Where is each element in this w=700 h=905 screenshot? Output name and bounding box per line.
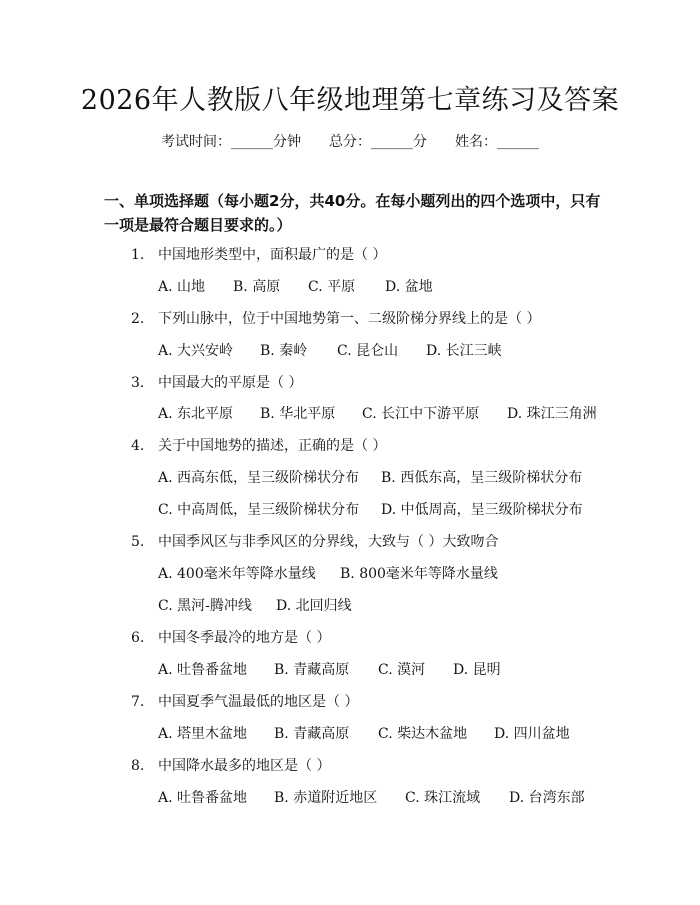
option-row [158,723,570,743]
question-number: 8. [131,758,145,774]
option-row [158,595,352,615]
exam-meta [0,131,700,151]
question-number: 6. [131,630,145,646]
option: A. 塔里木盆地 [158,726,248,742]
option: D. 长江三峡 [426,343,502,359]
question [131,244,386,264]
option: A. 大兴安岭 [158,343,234,359]
question-text: 中国季风区与非季风区的分界线，大致与（ ）大致吻合 [158,534,499,550]
option-row [158,340,502,360]
question [131,308,540,328]
option: D. 中低周高，呈三级阶梯状分布 [381,502,583,518]
option: D. 盆地 [385,279,433,295]
question-number: 1. [131,247,145,263]
question-text: 中国降水最多的地区是（ ） [158,758,331,774]
question [131,691,358,711]
option: B. 西低东高，呈三级阶梯状分布 [381,470,583,486]
question [131,755,330,775]
option: C. 平原 [308,279,356,295]
question-text: 关于中国地势的描述，正确的是（ ） [158,438,387,454]
option: B. 800毫米年等降水量线 [340,566,498,582]
question-text: 中国冬季最冷的地方是（ ） [158,630,331,646]
question-text: 中国最大的平原是（ ） [158,375,303,391]
option: D. 四川盆地 [494,726,570,742]
option: C. 漠河 [378,662,426,678]
option: B. 青藏高原 [274,726,350,742]
option-row [158,787,585,807]
option: D. 北回归线 [276,598,352,614]
option: C. 柴达木盆地 [378,726,468,742]
option: C. 昆仑山 [337,343,399,359]
option: A. 东北平原 [158,406,234,422]
option: B. 赤道附近地区 [274,790,378,806]
option-row [158,276,433,296]
option-row [158,403,597,423]
option: A. 山地 [158,279,206,295]
option: B. 高原 [233,279,281,295]
question [131,531,498,551]
option: A. 吐鲁番盆地 [158,662,248,678]
option: C. 中高周低，呈三级阶梯状分布 [158,502,360,518]
question-number: 2. [131,311,145,327]
total-score-field: 总分：______分 [329,134,427,150]
option: B. 华北平原 [260,406,336,422]
option: A. 吐鲁番盆地 [158,790,248,806]
option: C. 长江中下游平原 [362,406,480,422]
section-heading: 一、单项选择题（每小题2分，共40分。在每小题列出的四个选项中，只有一项是最符合题目要求的。） [104,192,601,234]
question [131,627,330,647]
option-row [158,499,583,519]
option-row [158,467,582,487]
question-number: 3. [131,375,145,391]
option: C. 黑河-腾冲线 [158,598,252,614]
question-text: 中国地形类型中，面积最广的是（ ） [158,247,387,263]
option: A. 400毫米年等降水量线 [158,566,316,582]
option: C. 珠江流域 [405,790,481,806]
option-row [158,563,498,583]
question [131,372,302,392]
question-text: 中国夏季气温最低的地区是（ ） [158,694,359,710]
option: D. 台湾东部 [509,790,585,806]
exam-time-field: 考试时间：______分钟 [161,134,301,150]
option: D. 昆明 [453,662,501,678]
page-title: 2026年人教版八年级地理第七章练习及答案 [80,85,620,116]
question-number: 5. [131,534,145,550]
option: B. 青藏高原 [274,662,350,678]
question-text: 下列山脉中，位于中国地势第一、二级阶梯分界线上的是（ ） [158,311,541,327]
name-field: 姓名：______ [455,134,539,150]
option: D. 珠江三角洲 [507,406,597,422]
option: B. 秦岭 [260,343,308,359]
question-number: 4. [131,438,145,454]
question-number: 7. [131,694,145,710]
question [131,435,386,455]
option-row [158,659,501,679]
option: A. 西高东低，呈三级阶梯状分布 [158,470,360,486]
